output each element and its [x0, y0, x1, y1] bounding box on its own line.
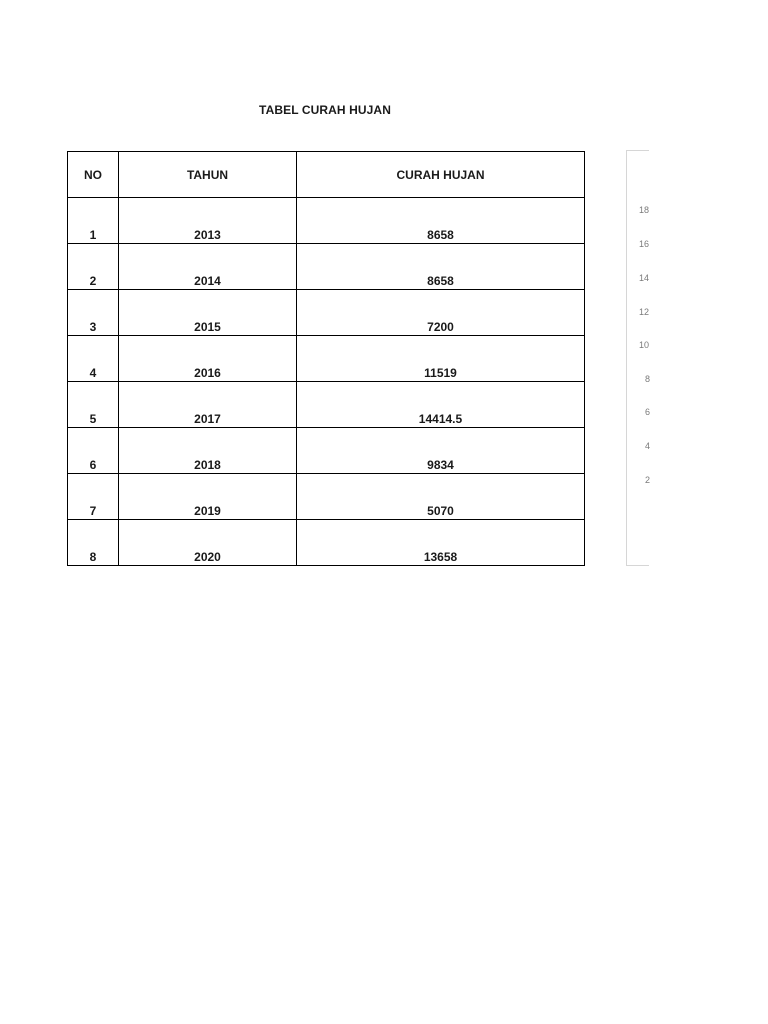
- table-row: [68, 198, 585, 244]
- y-tick-label: 16: [639, 239, 650, 249]
- cell-curah-hujan: 8658: [297, 244, 585, 290]
- y-tick-label: 14: [639, 273, 650, 283]
- table-row: [68, 244, 585, 290]
- cell-tahun: 2020: [119, 520, 297, 566]
- cell-no: 7: [68, 474, 119, 520]
- cell-curah-hujan: 8658: [297, 198, 585, 244]
- document-title: TABEL CURAH HUJAN: [259, 103, 391, 117]
- chart-fragment: [626, 150, 649, 566]
- y-tick-label: 8: [645, 374, 651, 384]
- cell-tahun: 2019: [119, 474, 297, 520]
- table-row: [68, 520, 585, 566]
- cell-curah-hujan: 5070: [297, 474, 585, 520]
- table-row: [68, 290, 585, 336]
- y-tick-label: 4: [645, 441, 651, 451]
- header-tahun: TAHUN: [119, 152, 297, 198]
- y-tick-label: 12: [639, 307, 650, 317]
- cell-no: 2: [68, 244, 119, 290]
- header-no: NO: [68, 152, 119, 198]
- cell-no: 4: [68, 336, 119, 382]
- cell-curah-hujan: 9834: [297, 428, 585, 474]
- cell-curah-hujan: 7200: [297, 290, 585, 336]
- cell-no: 3: [68, 290, 119, 336]
- cell-tahun: 2018: [119, 428, 297, 474]
- cell-curah-hujan: 11519: [297, 336, 585, 382]
- table-row: [68, 428, 585, 474]
- cell-tahun: 2016: [119, 336, 297, 382]
- cell-tahun: 2013: [119, 198, 297, 244]
- table-row: [68, 336, 585, 382]
- table-row: [68, 474, 585, 520]
- cell-curah-hujan: 14414.5: [297, 382, 585, 428]
- y-tick-label: 18: [639, 205, 650, 215]
- table-row: [68, 382, 585, 428]
- table-header-row: [68, 152, 585, 198]
- cell-no: 5: [68, 382, 119, 428]
- y-tick-label: 6: [645, 407, 651, 417]
- cell-tahun: 2017: [119, 382, 297, 428]
- y-tick-label: 2: [645, 475, 651, 485]
- y-tick-label: 10: [639, 340, 650, 350]
- cell-tahun: 2014: [119, 244, 297, 290]
- rainfall-table: [67, 151, 585, 566]
- header-curah-hujan: CURAH HUJAN: [297, 152, 585, 198]
- cell-no: 1: [68, 198, 119, 244]
- cell-curah-hujan: 13658: [297, 520, 585, 566]
- cell-no: 6: [68, 428, 119, 474]
- cell-no: 8: [68, 520, 119, 566]
- cell-tahun: 2015: [119, 290, 297, 336]
